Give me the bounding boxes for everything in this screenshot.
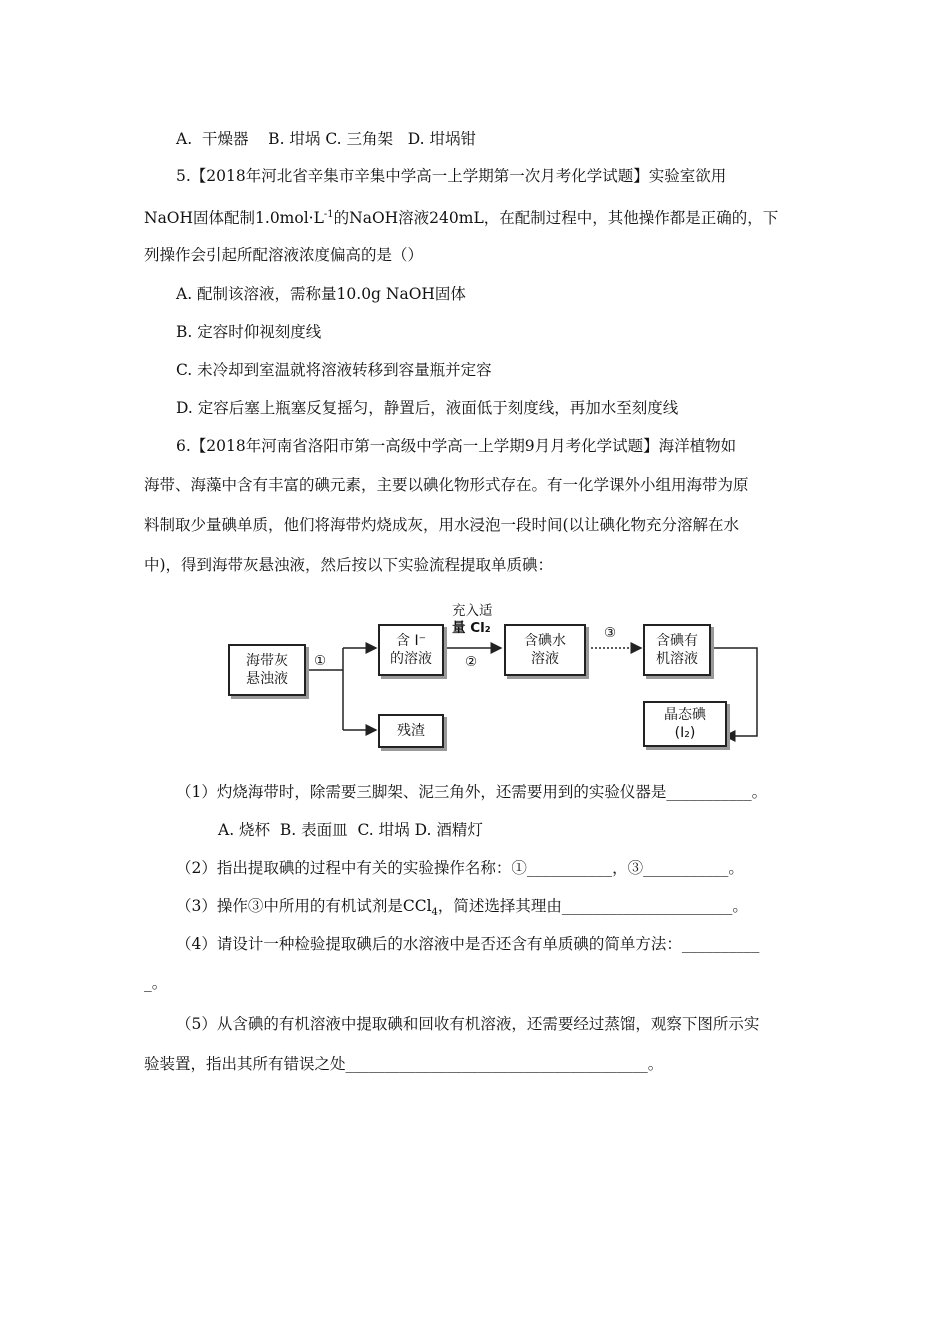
flow-box-kelp-ash-suspension: 海带灰 悬浊液 <box>228 644 306 696</box>
flow-step-2-label: ② <box>465 654 478 670</box>
q6-stem-line4: 中)，得到海带灰悬浊液，然后按以下实验流程提取单质碘： <box>144 556 554 574</box>
flow-reagent-label-line1: 充入适 <box>452 603 493 619</box>
q5-stem-line3: 列操作会引起所配溶液浓度偏高的是（） <box>144 246 424 264</box>
q6-part4-line2: _。 <box>144 974 168 992</box>
q5-option-c: C. 未冷却到室温就将溶液转移到容量瓶并定容 <box>176 361 492 379</box>
q6-part3-b: ，简述选择其理由______________________。 <box>437 897 748 915</box>
q6-part1: （1）灼烧海带时，除需要三脚架、泥三角外，还需要用到的实验仪器是___________。 <box>176 783 768 801</box>
q5-option-d: D. 定容后塞上瓶塞反复摇匀，静置后，液面低于刻度线，再加水至刻度线 <box>176 399 679 417</box>
q6-part5-line1: （5）从含碘的有机溶液中提取碘和回收有机溶液，还需要经过蒸馏，观察下图所示实 <box>176 1015 760 1033</box>
q5-stem-line2 <box>144 205 778 228</box>
q6-part5-line2: 验装置，指出其所有错误之处_______________________________________。 <box>144 1055 664 1073</box>
flow-box-iodine-organic-solution: 含碘有 机溶液 <box>643 624 711 676</box>
q6-part4-line1: （4）请设计一种检验提取碘后的水溶液中是否还含有单质碘的简单方法：__________ <box>176 935 760 953</box>
q6-stem-line1: 6.【2018年河南省洛阳市第一高级中学高一上学期9月月考化学试题】海洋植物如 <box>176 437 737 455</box>
q5-superscript: -1 <box>323 209 334 220</box>
q6-part3-subscript: 4 <box>431 907 438 919</box>
flow-box-crystal-iodine: 晶态碘 (I₂) <box>643 701 727 747</box>
flow-box-iodine-water: 含碘水 溶液 <box>504 624 586 676</box>
flow-step-3-label: ③ <box>604 625 617 641</box>
q5-option-a: A. 配制该溶液，需称量10.0g NaOH固体 <box>176 285 466 303</box>
flow-reagent-label-line2: 量 Cl₂ <box>452 620 491 636</box>
q5-stem-line2-a: NaOH固体配制1.0mol·L <box>144 209 324 228</box>
q4-options: A. 干燥器 B. 坩埚 C. 三角架 D. 坩埚钳 <box>176 130 477 148</box>
flow-step-1-label: ① <box>314 653 327 669</box>
flow-box-iodide-solution: 含 I⁻ 的溶液 <box>378 624 444 676</box>
q5-option-b: B. 定容时仰视刻度线 <box>176 323 322 341</box>
q6-part1-options: A. 烧杯 B. 表面皿 C. 坩埚 D. 酒精灯 <box>218 821 483 839</box>
q5-stem-line1: 5.【2018年河北省辛集市辛集中学高一上学期第一次月考化学试题】实验室欲用 <box>176 167 727 185</box>
q6-stem-line2: 海带、海藻中含有丰富的碘元素，主要以碘化物形式存在。有一化学课外小组用海带为原 <box>144 476 749 494</box>
flow-box-residue: 残渣 <box>378 714 444 748</box>
q5-stem-line2-b: 的NaOH溶液240mL，在配制过程中，其他操作都是正确的，下 <box>333 209 779 228</box>
q6-part3-a: （3）操作③中所用的有机试剂是CCl <box>176 897 432 915</box>
q6-part2: （2）指出提取碘的过程中有关的实验操作名称：①___________，③___________。 <box>176 859 744 877</box>
q6-stem-line3: 料制取少量碘单质，他们将海带灼烧成灰，用水浸泡一段时间(以让碘化物充分溶解在水 <box>144 516 740 534</box>
q6-part3 <box>176 896 748 923</box>
